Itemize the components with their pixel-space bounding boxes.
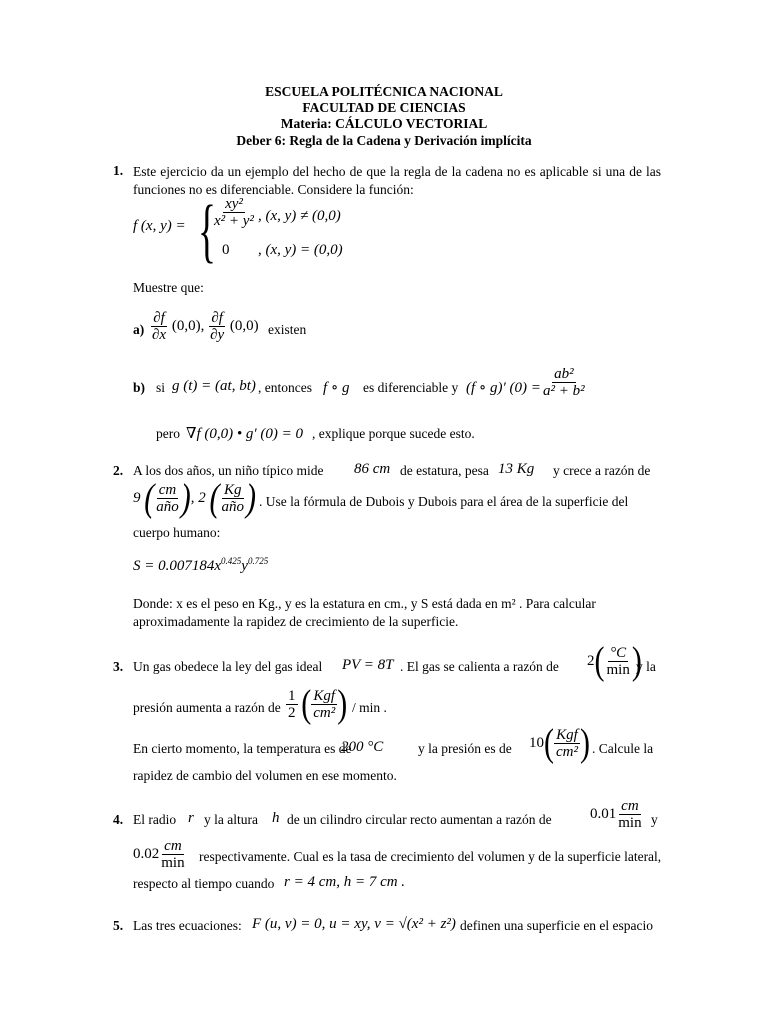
piecewise-lhs: f (x, y) = bbox=[133, 218, 186, 234]
problem-4-and: y bbox=[651, 812, 658, 827]
rate-2-value: 2 bbox=[198, 489, 206, 506]
problem-2-desc-2: aproximadamente la rapidez de crecimiento de la superficie. bbox=[133, 614, 459, 629]
formula-exp-1: 0.425 bbox=[221, 556, 242, 566]
problem-5-line-1b: definen una superficie en el espacio bbox=[460, 918, 654, 933]
problem-4-line-2: respectivamente. Cual es la tasa de crecimiento del volumen y de la superficie lateral, bbox=[199, 849, 662, 864]
formula-exp-2: 0.725 bbox=[247, 556, 269, 566]
radius-rate bbox=[590, 798, 644, 831]
part-b-fraction bbox=[541, 366, 587, 399]
piecewise-case-1 bbox=[212, 196, 256, 229]
problem-3-line-2b: / min . bbox=[352, 700, 387, 715]
problem-1-number: 1. bbox=[113, 163, 124, 178]
part-b-entonces: , entonces bbox=[258, 380, 312, 395]
part-a-text: existen bbox=[268, 322, 307, 337]
homework-title: Deber 6: Regla de la Cadena y Derivación implícita bbox=[236, 133, 532, 148]
problem-4-line-1c: de un cilindro circular recto aumentan a razón de bbox=[287, 812, 552, 827]
ideal-gas-law: PV = 8T bbox=[342, 657, 394, 673]
pressure-rate: $\frac{1}{2}$ ( $\frac{\text{Kgf}}{\text{cm²}}$ ) bbox=[288, 682, 348, 726]
part-b-derivative: (f ∘ g)′ (0) = bbox=[466, 380, 541, 396]
formula-base: S = 0.007184x bbox=[133, 558, 222, 574]
problem-2-desc-1: Donde: x es el peso en Kg., y es la estatura en cm., y S está dada en m² . Para calcular bbox=[133, 596, 596, 611]
pressure-num: Kgf bbox=[313, 688, 336, 704]
half-num: 1 bbox=[288, 688, 296, 704]
part-a-label: a) bbox=[133, 322, 145, 337]
problem-4-line-1a: El radio bbox=[133, 812, 177, 827]
part-b-fog: f ∘ g bbox=[323, 380, 350, 396]
problem-2-line-1a: A los dos años, un niño típico mide bbox=[133, 463, 324, 478]
problem-2-line-1c: y crece a razón de bbox=[553, 463, 651, 478]
case-1-numerator: xy² bbox=[225, 196, 243, 212]
case-1-condition: , (x, y) ≠ (0,0) bbox=[258, 208, 341, 224]
formula-y: y bbox=[241, 558, 248, 574]
subject-title: Materia: CÁLCULO VECTORIAL bbox=[280, 116, 488, 131]
problem-3-line-3c: . Calcule la bbox=[592, 741, 654, 756]
problem-1-intro: Este ejercicio da un ejemplo del hecho de que la regla de la cadena no es aplicable si una de las funciones no es diferenciable. Considere la función: bbox=[133, 164, 661, 197]
piecewise-brace: { bbox=[198, 189, 216, 270]
part-b-numerator: ab² bbox=[554, 366, 574, 382]
height-rate-value: 0.02 bbox=[133, 845, 160, 862]
press-den: cm² bbox=[556, 744, 578, 760]
problem-5-equations: F (u, v) = 0, u = xy, v = √(x² + z²) bbox=[252, 916, 456, 932]
radius-rate-den: min bbox=[618, 815, 642, 831]
rate-1-num: cm bbox=[158, 482, 177, 498]
pero-expression: ∇f (0,0) • g′ (0) = 0 bbox=[186, 426, 304, 442]
problem-3-line-1c: y la bbox=[636, 659, 656, 674]
part-b-denominator: a² + b² bbox=[543, 383, 585, 399]
part-b-label: b) bbox=[133, 380, 146, 395]
height-rate bbox=[133, 838, 187, 871]
part-b-differentiable: es diferenciable y bbox=[363, 380, 459, 395]
dubois-formula bbox=[133, 556, 268, 575]
heat-num: °C bbox=[610, 645, 627, 661]
rate-2-num: Kg bbox=[223, 482, 242, 498]
rate-1-den: año bbox=[156, 499, 179, 515]
part-a-partials: $\frac{\partial f}{\partial x}$ (0,0), $\frac{\partial f}{\partial y}$ (0,0) bbox=[152, 310, 259, 343]
pero-text: , explique porque sucede esto. bbox=[312, 426, 475, 441]
part-b-g: g (t) = (at, bt) bbox=[172, 378, 256, 394]
problem-3-line-4: rapidez de cambio del volumen en ese momento. bbox=[133, 768, 397, 783]
press-num: Kgf bbox=[556, 727, 578, 743]
heat-rate: 2( $\frac{^\circ C}{\min}$ ) bbox=[587, 639, 642, 683]
problem-3-line-1b: . El gas se calienta a razón de bbox=[400, 659, 559, 674]
case-2-value: 0 bbox=[222, 242, 230, 258]
problem-4-number: 4. bbox=[113, 812, 124, 827]
problem-2-line-3: cuerpo humano: bbox=[133, 525, 221, 540]
pero-label: pero bbox=[156, 426, 180, 441]
heat-den: min bbox=[606, 662, 630, 678]
problem-3-number: 3. bbox=[113, 659, 124, 674]
heat-value: 2 bbox=[587, 652, 595, 669]
problem-3-line-3a: En cierto momento, la temperatura es de bbox=[133, 741, 352, 756]
pressure-value: 10( $\frac{\text{Kgf}}{\text{cm²}}$ ) bbox=[529, 721, 590, 765]
case-2-condition: , (x, y) = (0,0) bbox=[258, 242, 343, 258]
rate-2-den: año bbox=[221, 499, 244, 515]
height-rate-num: cm bbox=[164, 838, 182, 854]
problem-3-line-1a: Un gas obedece la ley del gas ideal bbox=[133, 659, 323, 674]
height-symbol: h bbox=[272, 810, 280, 826]
child-weight: 13 Kg bbox=[498, 461, 535, 477]
problem-4-values: r = 4 cm, h = 7 cm . bbox=[284, 874, 406, 890]
problem-4-line-3a: respecto al tiempo cuando bbox=[133, 876, 275, 891]
radius-symbol: r bbox=[188, 810, 194, 826]
radius-rate-num: cm bbox=[621, 798, 639, 814]
show-that-label: Muestre que: bbox=[133, 280, 204, 295]
problem-5-line-1a: Las tres ecuaciones: bbox=[133, 918, 242, 933]
height-rate-den: min bbox=[161, 855, 185, 871]
school-title: ESCUELA POLITÉCNICA NACIONAL bbox=[265, 84, 503, 99]
part-b-si: si bbox=[156, 380, 166, 395]
problem-5-number: 5. bbox=[113, 918, 124, 933]
faculty-title: FACULTAD DE CIENCIAS bbox=[302, 100, 466, 115]
rate-1-value: 9 bbox=[133, 489, 141, 506]
pressure-den: cm² bbox=[313, 705, 336, 721]
case-1-denominator: x² + y² bbox=[214, 213, 254, 229]
half-den: 2 bbox=[288, 705, 296, 721]
press-value: 10 bbox=[529, 734, 544, 751]
radius-rate-value: 0.01 bbox=[590, 805, 617, 822]
problem-3-line-2a: presión aumenta a razón de bbox=[133, 700, 281, 715]
problem-2-line-2: . Use la fórmula de Dubois y Dubois para el área de la superficie del bbox=[259, 494, 629, 509]
growth-rates: 9 ( $\frac{cm}{\text{año}}$ ), 2 ( $\frac{Kg}{\text{año}}$ ) bbox=[133, 476, 256, 520]
temperature: 200 °C bbox=[341, 739, 384, 755]
problem-3-line-3b: y la presión es de bbox=[418, 741, 512, 756]
child-height: 86 cm bbox=[354, 461, 391, 477]
problem-2-line-1b: de estatura, pesa bbox=[400, 463, 489, 478]
problem-4-line-1b: y la altura bbox=[204, 812, 258, 827]
problem-2-number: 2. bbox=[113, 463, 124, 478]
